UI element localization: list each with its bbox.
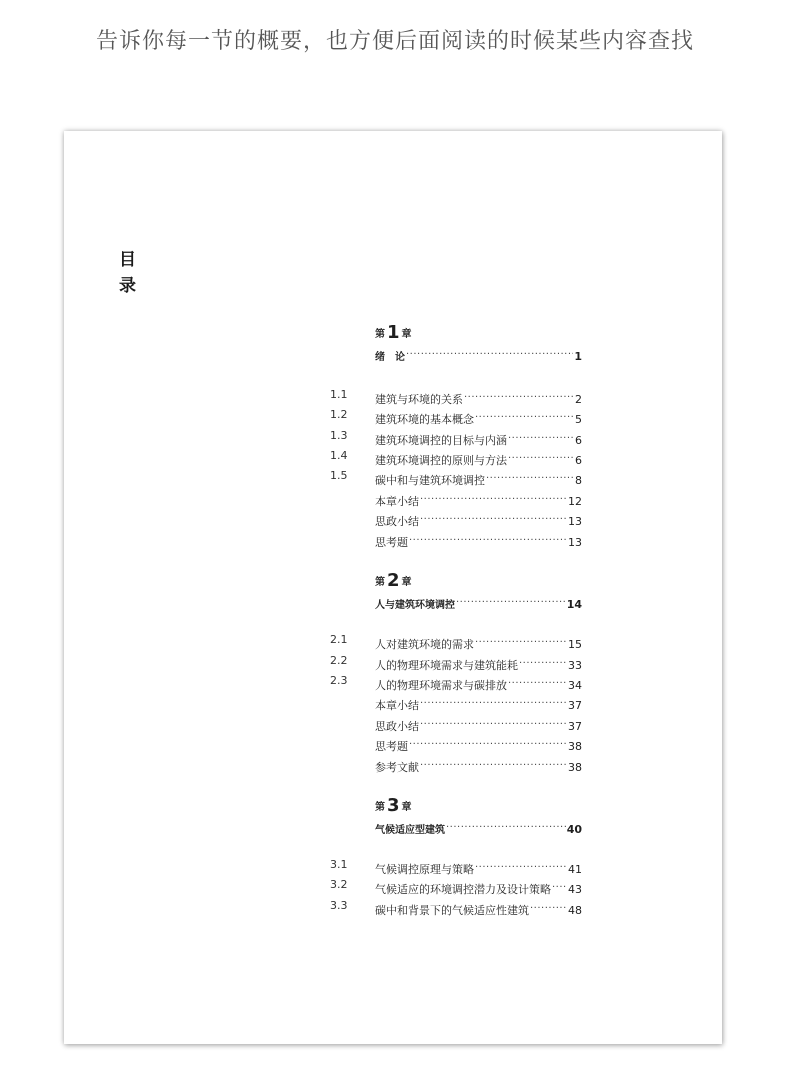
toc-row[interactable] [330,448,582,467]
chapter-title: 人与建筑环境调控 [375,600,455,611]
section-title: 思考题 [375,536,408,549]
section-number: 1.2 [330,408,348,421]
chapter-number-digit: 1 [387,322,400,343]
toc-row[interactable] [330,898,582,917]
section-title: 人对建筑环境的需求 [375,638,474,651]
leader-dots [552,877,567,893]
toc-row[interactable] [330,877,582,896]
chapter-suffix: 章 [401,802,412,813]
toc-row[interactable] [330,468,582,487]
chapter-number [375,324,582,342]
toc-heading-char: 目 [119,250,136,270]
section-title: 人的物理环境需求与碳排放 [375,679,507,692]
page-number: 13 [568,536,582,549]
chapter-prefix: 第 [375,329,385,340]
leader-dots [420,714,567,730]
page-number: 8 [575,474,582,487]
toc-row[interactable] [330,428,582,447]
page-number: 14 [566,598,582,611]
section-title: 思考题 [375,740,408,753]
leader-dots [409,530,567,546]
leader-dots [519,653,567,669]
chapter-suffix: 章 [401,329,412,340]
chapter-2-header [375,572,582,590]
toc-heading [119,247,143,299]
section-title: 思政小结 [375,515,419,528]
section-number: 1.3 [330,429,348,442]
toc-row[interactable] [330,734,582,753]
toc-row[interactable] [330,693,582,712]
toc-row-chapter-3[interactable] [330,817,582,836]
chapter-3-header [375,797,582,815]
section-title: 气候调控原理与策略 [375,863,474,876]
section-number: 2.3 [330,674,348,687]
leader-dots [446,817,566,833]
page-number: 43 [568,883,582,896]
page-number: 34 [568,679,582,692]
page-number: 40 [566,823,582,836]
page-number: 38 [568,740,582,753]
section-title: 气候适应的环境调控潜力及设计策略 [375,883,551,896]
section-title: 人的物理环境需求与建筑能耗 [375,659,518,672]
chapter-number [375,572,582,590]
leader-dots [409,734,567,750]
toc-row[interactable] [330,673,582,692]
section-title: 建筑环境调控的原则与方法 [375,454,507,467]
page-number: 6 [575,434,582,447]
toc-row[interactable] [330,387,582,406]
toc-row[interactable] [330,407,582,426]
section-title: 建筑与环境的关系 [375,393,463,406]
leader-dots [475,632,567,648]
leader-dots [475,857,567,873]
page-number: 38 [568,761,582,774]
toc-row[interactable] [330,714,582,733]
section-number: 2.1 [330,633,348,646]
section-number: 3.3 [330,899,348,912]
section-title: 建筑环境调控的目标与内涵 [375,434,507,447]
toc-row[interactable] [330,653,582,672]
page-number: 37 [568,720,582,733]
section-number: 1.5 [330,469,348,482]
leader-dots [420,755,567,771]
page-number: 41 [568,863,582,876]
page-number: 48 [568,904,582,917]
chapter-number-digit: 3 [387,795,400,816]
chapter-number-digit: 2 [387,570,400,591]
leader-dots [508,673,567,689]
leader-dots [420,489,567,505]
section-title: 碳中和与建筑环境调控 [375,474,485,487]
toc-row[interactable] [330,632,582,651]
leader-dots [406,344,573,360]
toc-row[interactable] [330,755,582,774]
section-number: 2.2 [330,654,348,667]
section-number: 3.2 [330,878,348,891]
page-number: 15 [568,638,582,651]
leader-dots [420,693,567,709]
leader-dots [420,509,567,525]
leader-dots [456,592,566,608]
toc-row-chapter-2[interactable] [330,592,582,611]
page-number: 12 [568,495,582,508]
leader-dots [486,468,574,484]
leader-dots [508,428,574,444]
toc-row[interactable] [330,857,582,876]
leader-dots [475,407,574,423]
chapter-prefix: 第 [375,577,385,588]
leader-dots [530,898,567,914]
section-title: 碳中和背景下的气候适应性建筑 [375,904,529,917]
toc-row[interactable] [330,509,582,528]
section-number: 3.1 [330,858,348,871]
leader-dots [508,448,574,464]
page-number: 5 [575,413,582,426]
toc-row[interactable] [330,530,582,549]
toc-row[interactable] [330,489,582,508]
section-title: 本章小结 [375,495,419,508]
toc-row-chapter-1[interactable] [330,344,582,363]
chapter-suffix: 章 [401,577,412,588]
page-number: 37 [568,699,582,712]
section-number: 1.1 [330,388,348,401]
header-caption: 告诉你每一节的概要，也方便后面阅读的时候某些内容查找 [95,29,694,54]
toc-heading-char: 录 [119,276,136,296]
chapter-1-header [375,324,582,342]
chapter-title: 气候适应型建筑 [375,825,445,836]
section-title: 思政小结 [375,720,419,733]
page-number: 1 [574,350,582,363]
page-number: 2 [575,393,582,406]
chapter-number [375,797,582,815]
page-number: 6 [575,454,582,467]
section-title: 本章小结 [375,699,419,712]
book-page [64,131,722,1044]
section-title: 建筑环境的基本概念 [375,413,474,426]
chapter-prefix: 第 [375,802,385,813]
page-number: 33 [568,659,582,672]
section-title: 参考文献 [375,761,419,774]
chapter-title: 绪 论 [375,352,405,363]
section-number: 1.4 [330,449,348,462]
leader-dots [464,387,574,403]
page-number: 13 [568,515,582,528]
